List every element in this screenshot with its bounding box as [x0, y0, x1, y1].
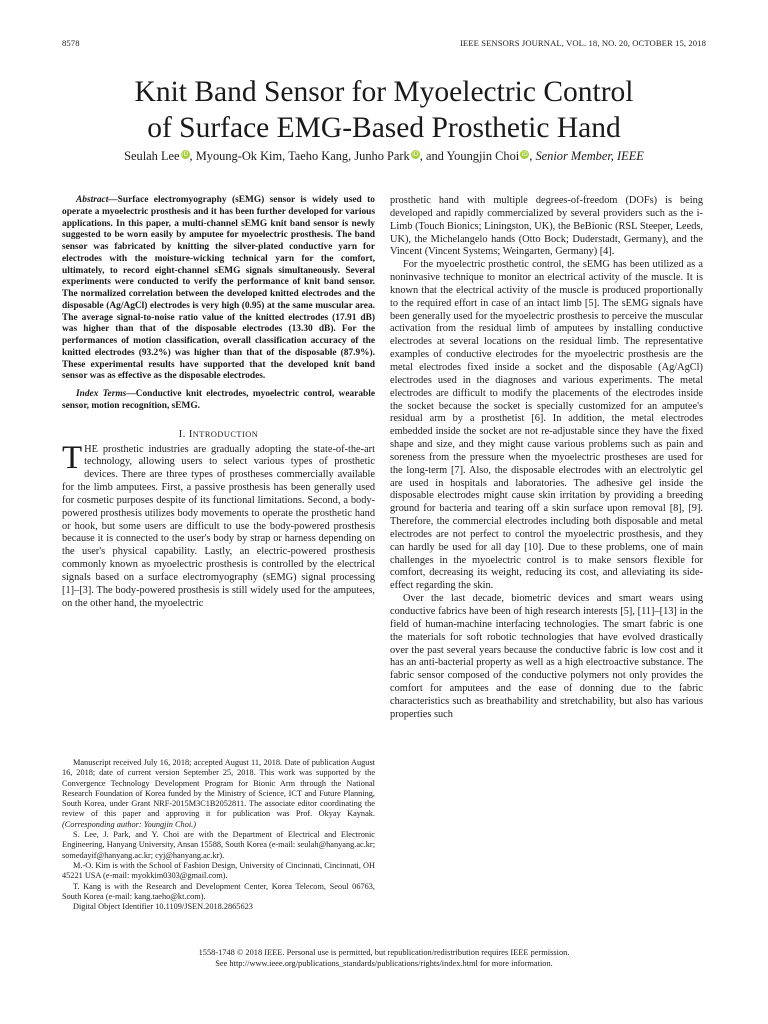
right-paragraph-3: Over the last decade, biometric devices and smart wears using conductive fabrics have been of high research interests [5], [11]–[13] in the field of human-machine interfacing technologies. The smart fabric is one the materials for soft robotic technologies that have evolved drastically over the past several years because the conductive fabric is low cost and it has an anti-bacterial property as well as a high electroactive substance. The fabric sensor composed of the conductive polymers not only provides the comfort for amputees and the ease of donning due to the fabric characteristics such as breathability and stretchability, but also has various properties such — [390, 593, 703, 720]
footnote-corresponding: (Corresponding author: Youngjin Choi.) — [62, 819, 196, 829]
rights-url-line[interactable]: See http://www.ieee.org/publications_standards/publications/rights/index.html for more information. — [215, 959, 553, 968]
intro-paragraph-1-text: HE prosthetic industries are gradually adopting the state-of-the-art technology, allowing users to select various types of prosthetic devices. There are three types of prostheses commercially available for the limb amputees. First, a passive prosthesis has been generally used for cosmetic purposes despite of its functional limitations. Second, a body-powered prosthesis utilizes body movements to operate the prosthetic hand or hook, but some users are difficult to use the body-powered prosthesis because it is connected to the user's body by strap or harness depending on the user's physical capability. Lastly, an electric-powered prosthesis commonly known as myoelectric prosthesis is controlled by the electrical signals based on a surface electromyography (sEMG) signal processing [1]–[3]. The body-powered prosthesis is still widely used for the amputees, on the other hand, the myoelectric — [62, 443, 375, 609]
index-terms-text: Conductive knit electrodes, myoelectric control, wearable sensor, motion recognition, sEMG. — [62, 389, 375, 411]
section-heading-introduction — [62, 429, 375, 441]
orcid-icon[interactable]: iD — [412, 151, 419, 158]
section-title: NTRODUCTION — [192, 429, 259, 439]
index-terms-dash: — — [126, 389, 136, 399]
footnote-manuscript-text: Manuscript received July 16, 2018; accepted August 11, 2018. Date of publication August 16, 2018; date of current version September 25, 2018. This work was supported by the Convergence Technology Development Program for Bionic Arm through the National Research Foundation of Korea funded by the Ministry of Science, ICT and Future Planning, South Korea, under Grant NRF-2015M3C1B2052811. The associate editor coordinating the review of this paper and approving it for publication was Prof. Okyay Kaynak. — [62, 758, 375, 819]
abstract-dash: — — [108, 195, 118, 205]
copyright-footer — [40, 947, 728, 969]
drop-cap: T — [62, 439, 83, 476]
author-list — [40, 149, 728, 164]
right-paragraph-1: prosthetic hand with multiple degrees-of-freedom (DOFs) is being developed and rapidly commercialized by several providers such as the i-Limb (Touch Bionics; Liningston, UK), the BeBionic (RSL Steeper, Leeds, UK), the Michelangelo hands (Otto Bock; Duderstadt, Germany), and the Vincent (Vincent Systems; Weingarten, Germany) [4]. — [390, 195, 703, 258]
abstract-label: Abstract — [76, 195, 109, 205]
footnote-manuscript — [62, 758, 375, 830]
abstract-text: Surface electromyography (sEMG) sensor is widely used to operate a myoelectric prosthesis and it has been further developed for various applications. In this paper, a multi-channel sEMG knit band sensor is newly suggested to be worn easily by amputee for myoelectric prosthesis. The band sensor was fabricated by knitting the silver-plated conductive yarn for electrodes with the moisture-wicking technical yarn for the comfort, ultimately, to record eight-channel sEMG signals simultaneously. Several experiments were conducted to verify the performance of knit band sensor. The normalized correlation between the developed knitted electrodes and the disposable (Ag/AgCl) electrodes is very high (0.95) at the same muscular area. The average signal-to-noise ratio value of the knitted electrodes (17.91 dB) was higher than that of the disposable electrodes (13.30 dB). For the performances of motion classification, overall classification accuracy of the knitted electrodes (93.2%) was higher than that of the disposable (87.9%). These experimental results have supported that the developed knit band sensor was as effective as the disposable electrodes. — [62, 195, 375, 382]
footnote-doi: Digital Object Identifier 10.1109/JSEN.2018.2865623 — [73, 902, 253, 912]
footnote-affiliation-1: S. Lee, J. Park, and Y. Choi are with the Department of Electrical and Electronic Engineering, Hanyang University, Ansan 15588, South Korea (e-mail: seulah@hanyang.ac.kr; somedayif@hanyang.ac.kr; cyj@hanyang.ac.kr). — [62, 830, 375, 860]
footnote-affiliation-3: T. Kang is with the Research and Development Center, Korea Telecom, Seoul 06763, South Korea (e-mail: kang.taeho@kt.com). — [62, 881, 375, 901]
orcid-icon[interactable]: iD — [521, 151, 528, 158]
footnote-affiliation-2: M.-O. Kim is with the School of Fashion Design, University of Cincinnati, Cincinnati, OH 45221 USA (e-mail: myokkim0303@gmail.com). — [62, 860, 375, 881]
orcid-icon[interactable]: iD — [181, 151, 189, 158]
author-2-4: , Myoung-Ok Kim, Taeho Kang, Junho Park — [189, 149, 410, 163]
author-membership: Senior Member, IEEE — [535, 149, 644, 163]
title-line-1: Knit Band Sensor for Myoelectric Control — [134, 76, 634, 108]
footnotes — [62, 758, 375, 912]
title-line-2: of Surface EMG-Based Prosthetic Hand — [147, 112, 621, 144]
paper-title — [40, 74, 728, 146]
intro-paragraph-1 — [62, 439, 375, 611]
section-number: I. I — [178, 428, 193, 440]
author-5: , and Youngjin Choi — [419, 149, 520, 163]
author-separator: , — [529, 149, 536, 163]
right-paragraph-2: For the myoelectric prosthetic control, the sEMG has been utilized as a noninvasive technique to monitor an electrical activity of the muscle. It is known that the electrical activity of the muscle is produced proportionally to the required effort in case of an intact limb [5]. The sEMG signals have been generally used for the myoelectric prosthesis to perceive the muscular activation from the residual limb of amputees by installing conductive electrodes at several locations on the residual limb. The representative examples of conductive electrodes for the myoelectric prosthesis are the metal electrodes fixed inside a socket and the disposable (Ag/AgCl) electrodes used in the diagnoses and various experiments. The metal electrodes are difficult to modify the placements of the electrodes inside the socket because the socket is specially customized for an amputee's residual arm by a prosthetist [6]. In addition, the metal electrodes embedded inside the socket are not re-adjustable since they have the fixed shape and size, and they might cause various problems such as pain and soreness from the pressure when the myoelectric prostheses are used for the long-term [7]. Also, the disposable electrodes with an electrolytic gel are used in hospitals and laboratories. The adhesive gel inside the disposable electrodes might cause skin irritation by providing a breeding ground for bacteria and tearing off a skin surface upon removal [8], [9]. Therefore, the commercial electrodes including both disposable and metal electrodes are not perfect to control the myoelectric prosthesis, and they can hardly be used for all day [10]. Due to these problems, one of main challenges in the myoelectric control is to make sensors flexible for comfort, decreasing its weight, reducing its cost, and alleviating its side-effect regarding the skin. — [390, 259, 703, 592]
author-1: Seulah Lee — [124, 149, 180, 163]
right-column — [390, 195, 703, 722]
index-terms-label: Index Terms — [76, 389, 127, 399]
index-terms — [62, 389, 375, 413]
page-number: 8578 — [62, 38, 80, 48]
abstract — [62, 195, 375, 383]
left-column — [62, 195, 375, 610]
journal-info: IEEE SENSORS JOURNAL, VOL. 18, NO. 20, OCTOBER 15, 2018 — [459, 38, 706, 48]
copyright-line: 1558-1748 © 2018 IEEE. Personal use is permitted, but republication/redistribution requires IEEE permission. — [198, 948, 570, 957]
